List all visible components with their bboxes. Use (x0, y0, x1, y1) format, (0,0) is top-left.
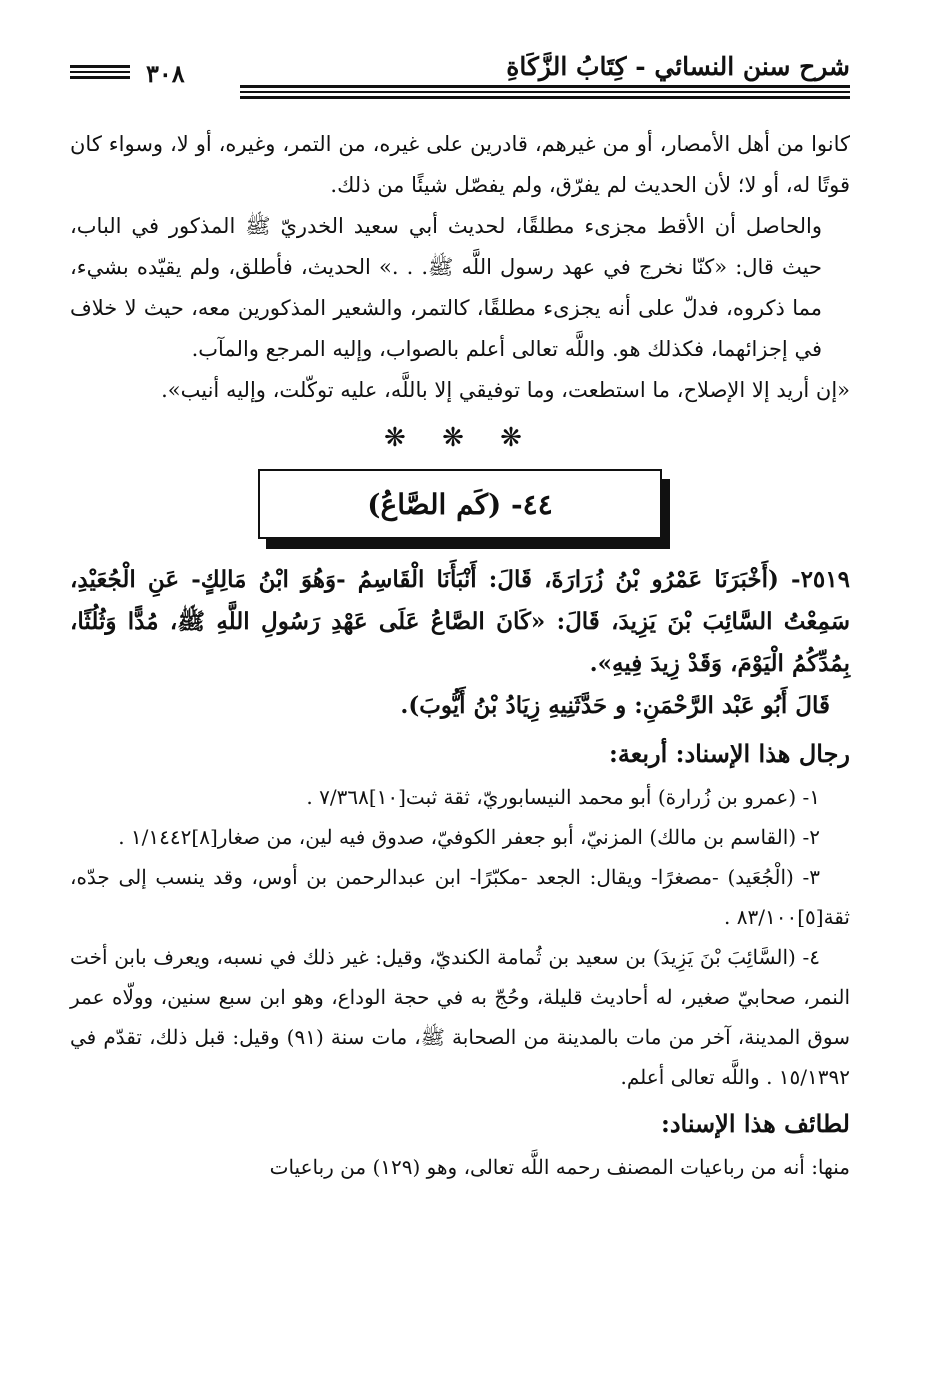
narrator-item: ٢- (القاسم بن مالك) المزنيّ، أبو جعفر الكوفيّ، صدوق فيه لين، من صغار[٨]١/١٤٤٢ . (118, 825, 820, 849)
intro-paragraph-1: كانوا من أهل الأمصار، أو من غيرهم، قادرين على غيره، من التمر، وغيره، أو لا، وسواء كان قوتًا له، أو لا؛ لأن الحديث لم يفرّق، ولم يفصّل شيئًا من ذلك. (70, 132, 850, 197)
page-number-block (70, 59, 201, 100)
header-rule (240, 85, 850, 102)
quran-quote: «إن أريد إلا الإصلاح، ما استطعت، وما توفيقي إلا باللَّه، عليه توكّلت، وإليه أنيب». (161, 378, 850, 402)
narrator-item: ١- (عمرو بن زُرارة) أبو محمد النيسابوريّ، ثقة ثبت[١٠]٧/٣٦٨ . (306, 785, 820, 809)
page-header (70, 40, 850, 100)
latif-heading: لطائف هذا الإسناد: (660, 1109, 850, 1138)
intro-paragraph-2: والحاصل أن الأقط مجزىء مطلقًا، لحديث أبي سعيد الخدريّ ﷺ المذكور في الباب، حيث قال: «كنّا نخرج في عهد رسول اللَّه ﷺ. . .» الحديث، فأطلق، ولم يقيّده بشيء، مما ذكروه، فدلّ على أنه يجزىء مطلقًا، كالتمر، والشعير المذكورين معه، حيث لا خلاف في إجزائهما، فكذلك هو. واللَّه تعالى أعلم بالصواب، وإليه المرجع والمآب. (70, 214, 822, 361)
chapter-box (258, 469, 662, 539)
closing-line: منها: أنه من رباعيات المصنف رحمه اللَّه تعالى، وهو (١٢٩) من رباعيات (269, 1155, 850, 1179)
mini-rule (70, 65, 130, 82)
chapter-title: ٤٤- (كَم الصَّاعُ) (367, 487, 553, 521)
narrator-item: ٣- (الْجُعَيد) -مصغرًا- ويقال: الجعد -مكبّرًا- ابن عبدالرحمن بن أوس، وقد ينسب إلى جدّه، ثقة[٥]٨٣/١٠٠ . (70, 865, 850, 929)
section-separator: ❋ ❋ ❋ (384, 423, 536, 453)
hadith-note: قَالَ أَبُو عَبْد الرَّحْمَنِ: و حَدَّثَنِيهِ زِيَادُ بْنُ أَيُّوبَ). (400, 692, 830, 719)
hadith-text: ٢٥١٩- (أَخْبَرَنَا عَمْرُو بْنُ زُرَارَةَ، قَالَ: أَنْبَأَنَا الْقَاسِمُ -وَهُوَ ابْنُ مَالِكٍ- عَنِ الْجُعَيْدِ، سَمِعْتُ السَّائِبَ بْنَ يَزِيدَ، قَالَ: «كَانَ الصَّاعُ عَلَى عَهْدِ رَسُولِ اللَّهِ ﷺ، مُدًّا وَثُلُثًا، بِمُدِّكُمُ الْيَوْمَ، وَقَدْ زِيدَ فِيهِ». (70, 566, 850, 677)
narrators-heading: رجال هذا الإسناد: أربعة: (609, 739, 850, 768)
running-title: شرح سنن النسائي - كِتَابُ الزَّكَاةِ (506, 52, 850, 81)
narrator-item: ٤- (السَّائِبَ بْنَ يَزِيدَ) بن سعيد بن ثُمامة الكنديّ، وقيل: غير ذلك في نسبه، ويعرف بابن أخت النمر، صحابيّ صغير، له أحاديث قليلة، وحُجّ به في حجة الوداع، وهو ابن سبع سنين، وولّاه عمر سوق المدينة، آخر من مات بالمدينة من الصحابة ﷺ، مات سنة (٩١) وقيل: قبل ذلك، تقدّم في ١٥/١٣٩٢ . واللَّه تعالى أعلم. (70, 945, 850, 1089)
page-number: ٣٠٨ (146, 59, 185, 88)
book-page (70, 40, 850, 1187)
